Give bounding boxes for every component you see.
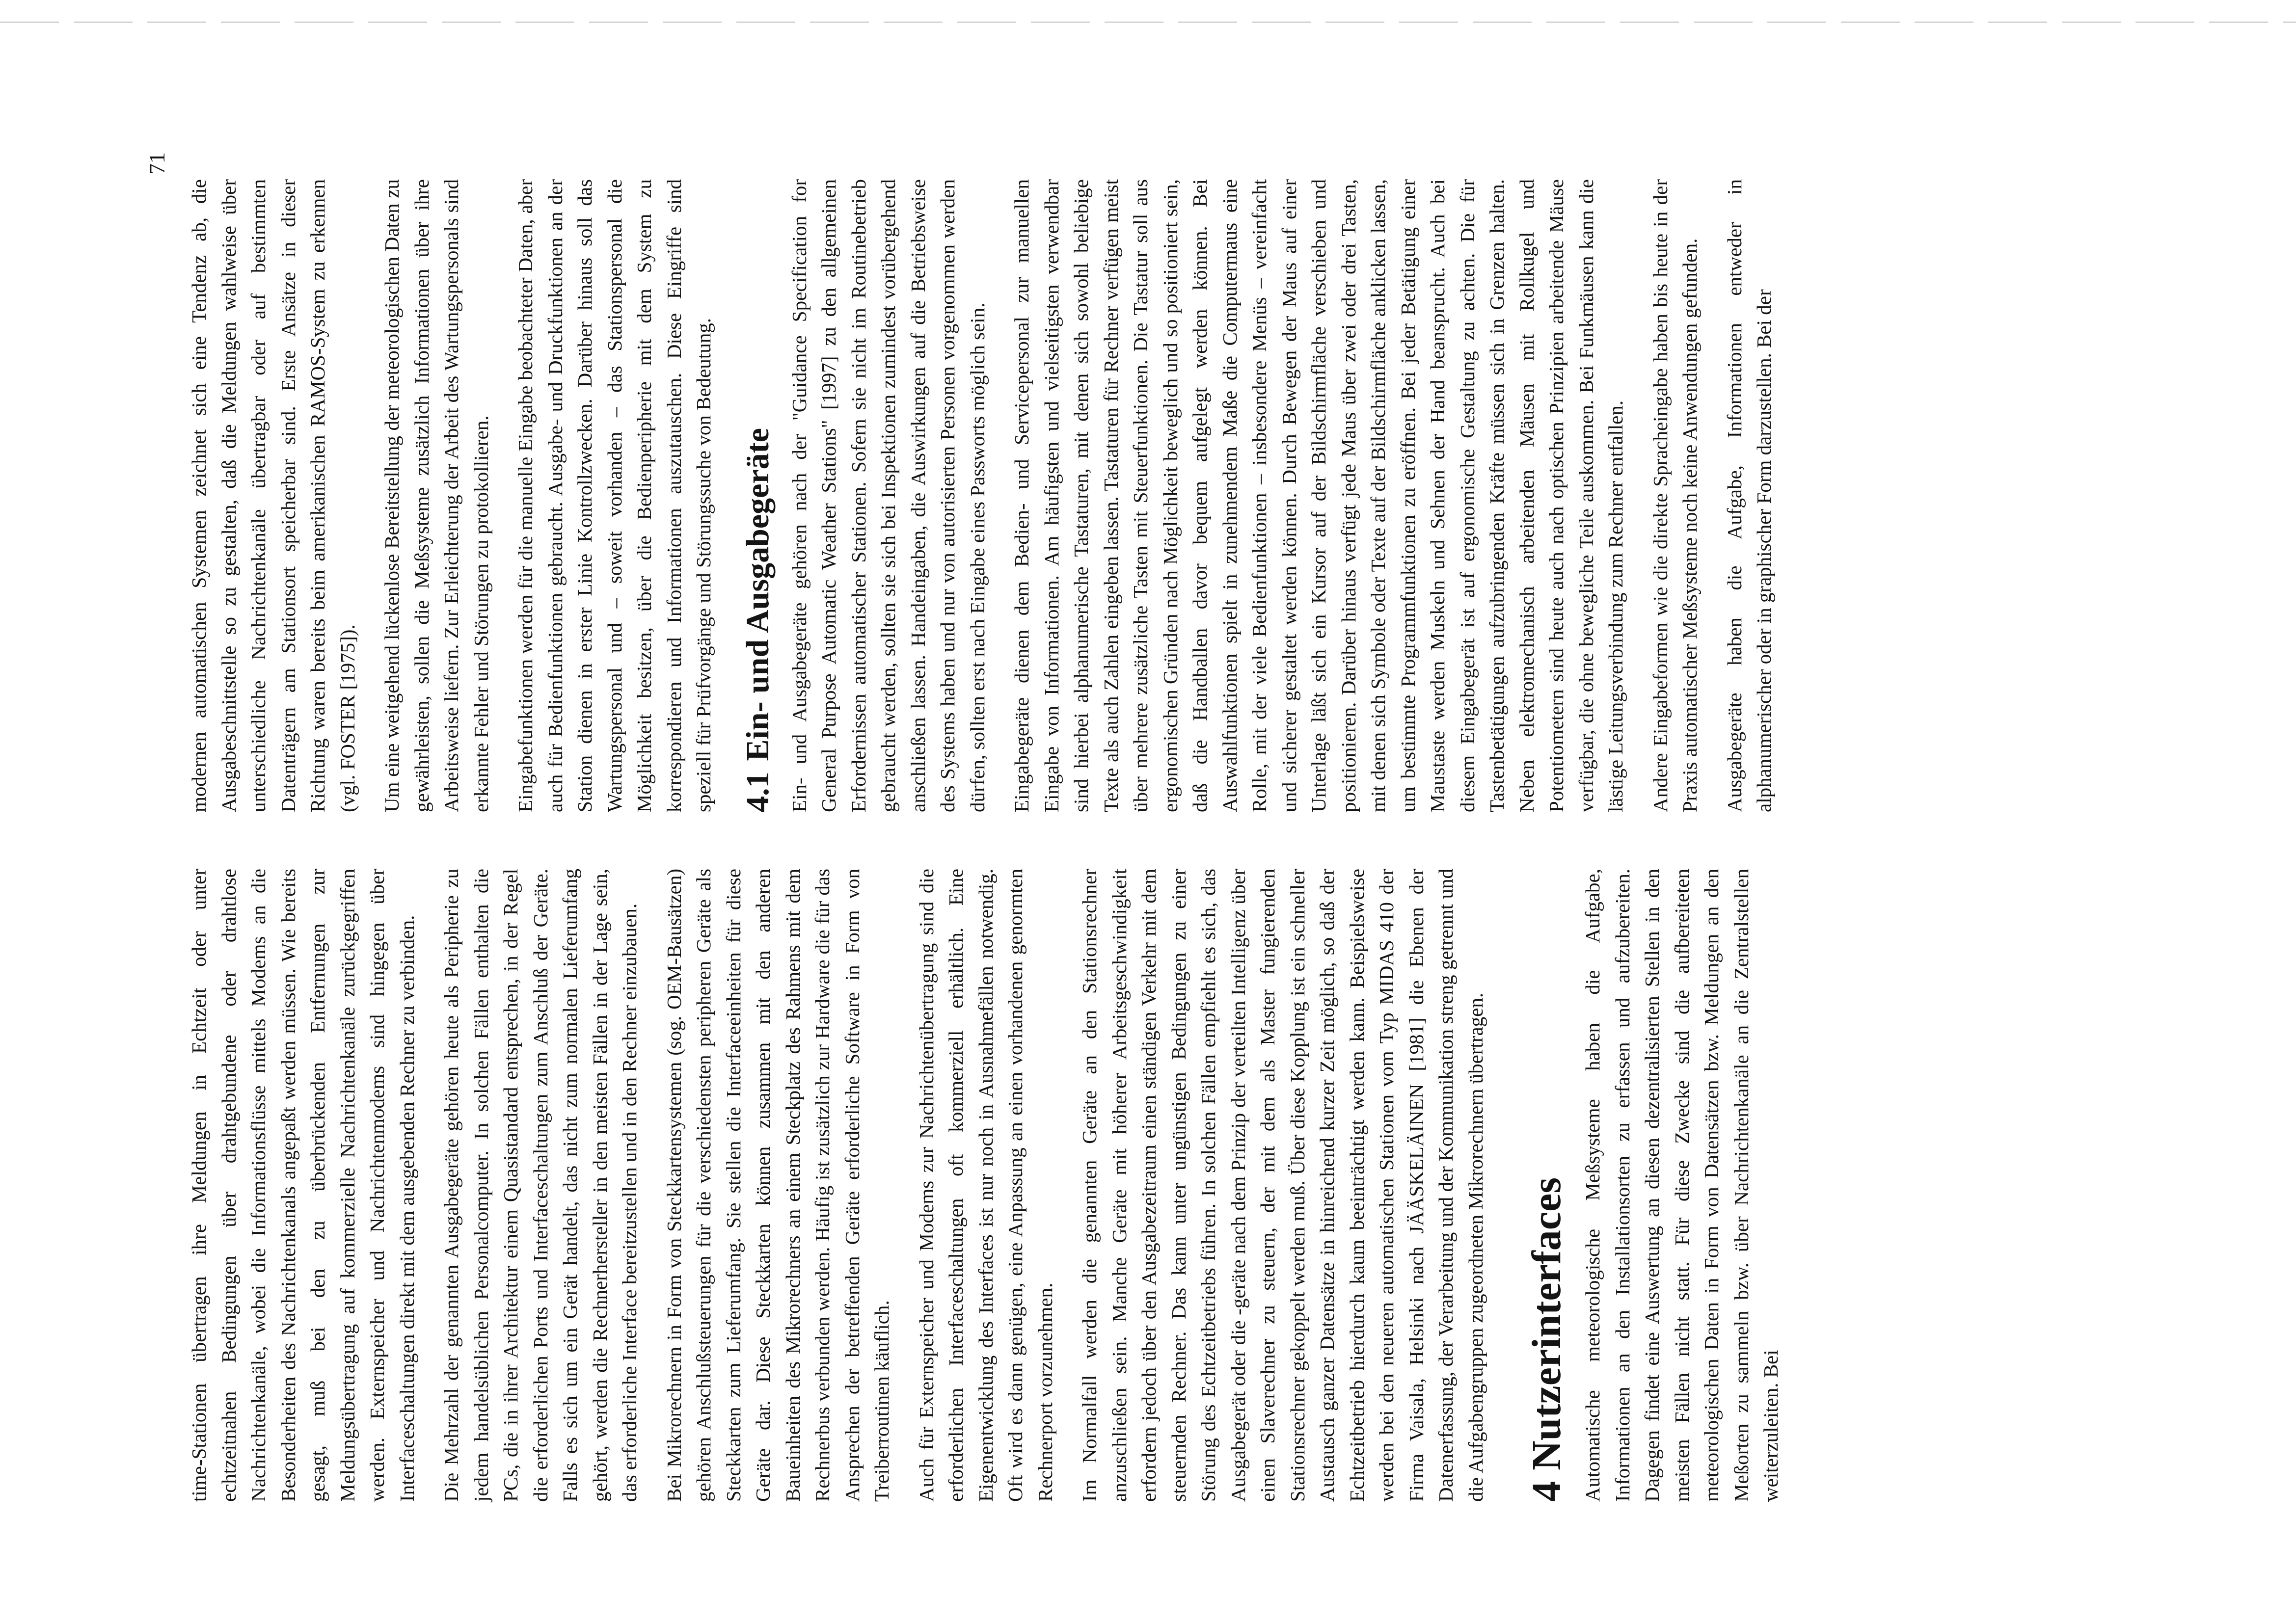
paragraph: modernen automatischen Systemen zeichnet sich eine Tendenz ab, die Ausgabeschnittstelle so zu gestalten, daß die Meldungen wahlweise über unterschiedliche Nachrichtenkanäle übertragbar oder auf bestimmten Datenträgern am Stationsort speicherbar sind. Erste Ansätze in dieser Richtung waren bereits beim amerikanischen RAMOS-System zu erkennen (vgl. FOSTER [1975]). bbox=[188, 179, 359, 812]
scan-edge bbox=[0, 22, 2296, 23]
paragraph: Im Normalfall werden die genannten Geräte an den Stationsrechner anzuschließen sein. Manche Geräte mit höherer Arbeitsgeschwindigkeit erfordern jedoch über den Ausgabezeitraum einen ständigen Verkehr mit dem steuernden Rechner. Das kann unter ungünstigen Bedingungen zu einer Störung des Echtzeitbetriebs führen. In solchen Fällen empfiehlt es sich, das Ausgabegerät oder die -geräte nach dem Prinzip der verteilten Intelligenz über einen Slaverechner zu steuern, der mit dem als Master fungierenden Stationsrechner gekoppelt werden muß. Über diese Kopplung ist ein schneller Austausch ganzer Datensätze in hinreichend kurzer Zeit möglich, so daß der Echtzeitbetrieb hierdurch kaum beeinträchtigt werden kann. Beispielsweise werden bei den neueren automatischen Stationen vom Typ MIDAS 410 der Firma Vaisala, Helsinki nach JÄÄSKELÄINEN [1981] die Ebenen der Datenerfassung, der Verarbeitung und der Kommunikation streng getrennt und die Aufgabengruppen zugeordneten Mikrorechnern übertragen. bbox=[1078, 869, 1487, 1502]
page-number: 71 bbox=[144, 152, 169, 175]
paragraph: Um eine weitgehend lückenlose Bereitstellung der meteorologischen Daten zu gewährleisten, sollen die Meßsysteme zusätzlich Informationen über ihre Arbeitsweise liefern. Zur Erleichterung der Arbeit des Wartungspersonals sind erkannte Fehler und Störungen zu protokollieren. bbox=[380, 179, 492, 812]
paragraph: Eingabegeräte dienen dem Bedien- und Servicepersonal zur manuellen Eingabe von Informationen. Am häufigsten und vielseitigsten verwendbar sind hierbei alphanumerische Tastaturen, mit denen sich sowohl beliebige Texte als auch Zahlen eingeben lassen. Tastaturen für Rechner verfügen meist über mehrere zusätzliche Tasten mit Steuerfunktionen. Die Tastatur soll aus ergonomischen Gründen nach Möglichkeit beweglich und so positioniert sein, daß die Handballen davor bequem aufgelegt werden können. Bei Auswahlfunktionen spielt in zunehmendem Maße die Computermaus eine Rolle, mit der viele Bedienfunktionen – insbesondere Menüs – vereinfacht und sicherer gestaltet werden können. Durch Bewegen der Maus auf einer Unterlage läßt sich ein Kursor auf der Bildschirmfläche verschieben und positionieren. Darüber hinaus verfügt jede Maus über zwei oder drei Tasten, mit denen sich Symbole oder Texte auf der Bildschirmfläche anklicken lassen, um bestimmte Programmfunktionen zu eröffnen. Bei jeder Betätigung einer Maustaste werden Muskeln und Sehnen der Hand beansprucht. Auch bei diesem Eingabegerät ist auf ergonomische Gestaltung zu achten. Die für Tastenbetätigungen aufzubringenden Kräfte müssen sich in Grenzen halten. Neben elektromechanisch arbeitenden Mäusen mit Rollkugel und Potentiometern sind heute auch nach optischen Prinzipien arbeitende Mäuse verfügbar, die ohne bewegliche Teile auskommen. Bei Funkmäusen kann die lästige Leitungsverbindung zum Rechner entfallen. bbox=[1010, 179, 1627, 812]
section-heading bbox=[1525, 869, 1569, 1502]
section-number: 4 bbox=[1524, 1481, 1569, 1502]
right-column bbox=[184, 179, 1794, 812]
subsection-title: Ein- und Ausgabegeräte bbox=[739, 428, 776, 761]
paragraph: Auch für Externspeicher und Modems zur Nachrichtenübertragung sind die erforderlichen Interfaceschaltungen oft kommerziell erhältlich. Eine Eigenentwicklung des Interfaces ist nur noch in Ausnahmefällen notwendig. Oft wird es dann genügen, eine Anpassung an einen vorhandenen genormten Rechnerport vorzunehmen. bbox=[915, 869, 1056, 1502]
subsection-heading bbox=[738, 179, 778, 812]
subsection-number: 4.1 bbox=[739, 772, 776, 812]
paragraph: Andere Eingabeformen wie die direkte Spracheingabe haben bis heute in der Praxis automatischer Meßsysteme noch keine Anwendungen gefunden. bbox=[1648, 179, 1701, 812]
paragraph: Automatische meteorologische Meßsysteme haben die Aufgabe, Informationen an den Installationsorten zu erfassen und aufzubereiten. Dagegen findet eine Auswertung an diesen dezentralisierten Stellen in den meisten Fällen nicht statt. Für diese Zwecke sind die aufbereiteten meteorologischen Daten in Form von Datensätzen bzw. Meldungen an den Meßorten zu sammeln bzw. über Nachrichtenkanäle an die Zentralstellen weiterzuleiten. Bei bbox=[1581, 869, 1782, 1502]
paragraph: Ein- und Ausgabegeräte gehören nach der "Guidance Specification for General Purpose Automatic Weather Stations" [1997] zu den allgemeinen Erfordernissen automatischer Stationen. Sofern sie nicht im Routinebetrieb gebraucht werden, sollten sie sich bei Inspektionen zumindest vorübergehend anschließen lassen. Handeingaben, die Auswirkungen auf die Betriebsweise des Systems haben und nur von autorisierten Personen vorgenommen werden dürfen, sollten erst nach Eingabe eines Passworts möglich sein. bbox=[787, 179, 989, 812]
left-column bbox=[184, 869, 1801, 1502]
paragraph: Die Mehrzahl der genannten Ausgabegeräte gehören heute als Peripherie zu jedem handelsüblichen Personalcomputer. In solchen Fällen enthalten die PCs, die in ihrer Architektur einem Quasistandard entsprechen, in der Regel die erforderlichen Ports und Interfaceschaltungen zum Anschluß der Geräte. Falls es sich um ein Gerät handelt, das nicht zum normalen Lieferumfang gehört, werden die Rechnerhersteller in den meisten Fällen in der Lage sein, das erforderliche Interface bereitzustellen und in den Rechner einzubauen. bbox=[440, 869, 641, 1502]
paragraph: Ausgabegeräte haben die Aufgabe, Informationen entweder in alphanumerischer oder in graphischer Form darzustellen. Bei der bbox=[1723, 179, 1775, 812]
paragraph: Bei Mikrorechnern in Form von Steckkartensystemen (sog. OEM-Bausätzen) gehören Anschlußsteuerungen für die verschiedensten peripheren Geräte als Steckkarten zum Lieferumfang. Sie stellen die Interfaceeinheiten für diese Geräte dar. Diese Steckkarten können zusammen mit den anderen Baueinheiten des Mikrorechners an einem Steckplatz des Rahmens mit dem Rechnerbus verbunden werden. Häufig ist zusätzlich zur Hardware die für das Ansprechen der betreffenden Geräte erforderliche Software in Form von Treiberroutinen käuflich. bbox=[662, 869, 893, 1502]
paragraph: Eingabefunktionen werden für die manuelle Eingabe beobachteter Daten, aber auch für Bedienfunktionen gebraucht. Ausgabe- und Druckfunktionen an der Station dienen in erster Linie Kontrollzwecken. Darüber hinaus soll das Wartungspersonal und – soweit vorhanden – das Stationspersonal die Möglichkeit besitzen, über die Bedienperipherie mit dem System zu korrespondieren und Informationen auszutauschen. Diese Eingriffe sind speziell für Prüfvorgänge und Störungssuche von Bedeutung. bbox=[514, 179, 715, 812]
paragraph: time-Stationen übertragen ihre Meldungen in Echtzeit oder unter echtzeitnahen Bedingungen über drahtgebundene oder drahtlose Nachrichtenkanäle, wobei die Informationsflüsse mittels Modems an die Besonderheiten des Nachrichtenkanals angepaßt werden müssen. Wie bereits gesagt, muß bei den zu überbrückenden Entfernungen zur Meldungsübertragung auf kommerzielle Nachrichtenkanäle zurückgegriffen werden. Externspeicher und Nachrichtenmodems sind hingegen über Interfaceschaltungen direkt mit dem ausgebenden Rechner zu verbinden. bbox=[188, 869, 418, 1502]
section-title: Nutzerinterfaces bbox=[1524, 1177, 1569, 1470]
book-page bbox=[144, 152, 2148, 1502]
